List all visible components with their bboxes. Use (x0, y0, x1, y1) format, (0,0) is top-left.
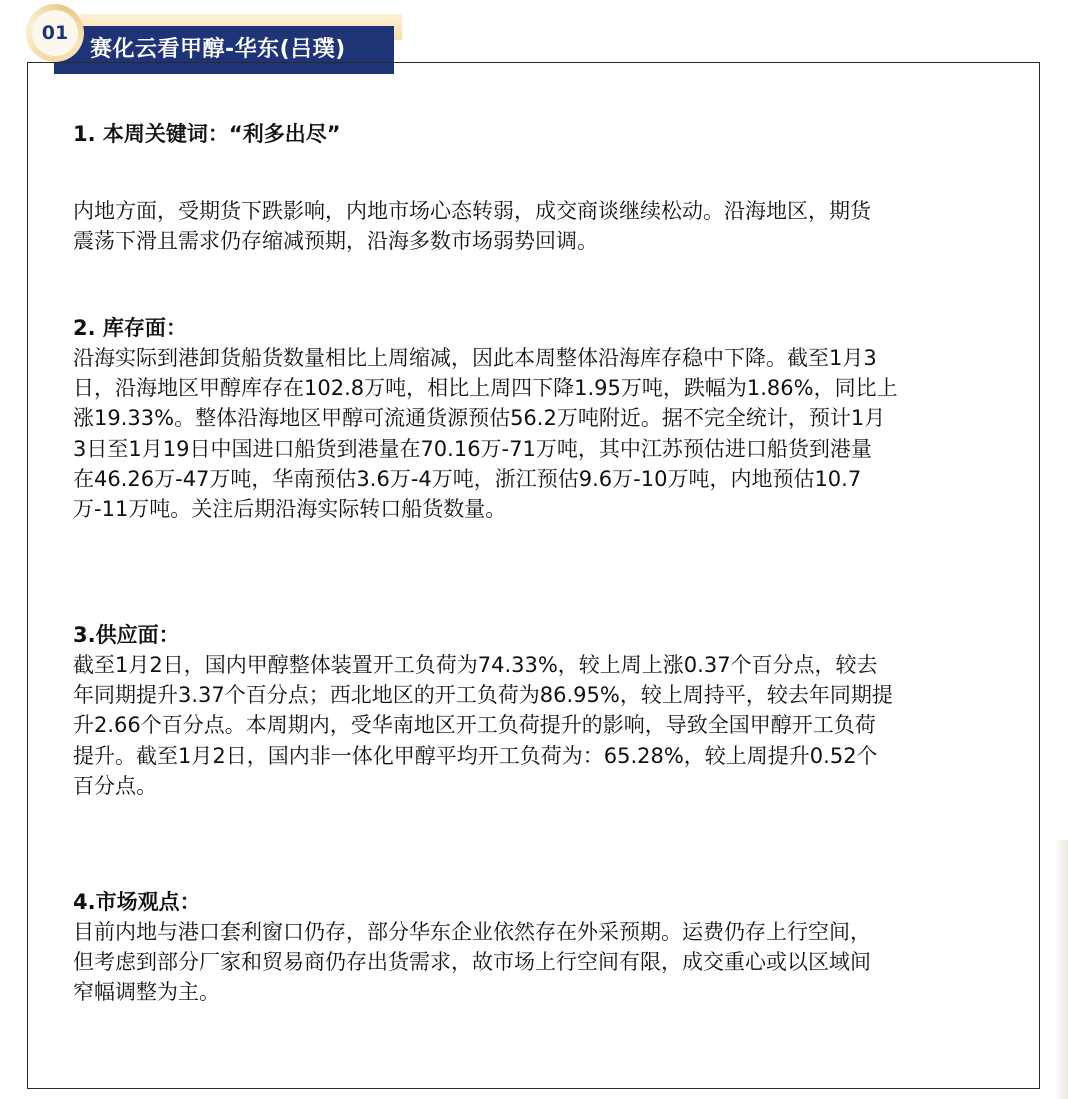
paragraph-line: 但考虑到部分厂家和贸易商仍存出货需求，故市场上行空间有限，成交重心或以区域间 (73, 950, 871, 975)
paragraph-line: 涨19.33%。整体沿海地区甲醇可流通货源预估56.2万吨附近。据不完全统计，预计1月 (73, 406, 886, 431)
paragraph-line: 沿海实际到港卸货船货数量相比上周缩减，因此本周整体沿海库存稳中下降。截至1月3 (73, 346, 877, 370)
paragraph-line: 3日至1月19日中国进口船货到港量在70.16万-71万吨，其中江苏预估进口船货到港量 (73, 436, 872, 461)
paragraph-line: 内地方面，受期货下跌影响，内地市场心态转弱，成交商谈继续松动。沿海地区，期货 (73, 199, 871, 223)
overview-paragraph (73, 196, 1013, 256)
section-keyword (73, 119, 1013, 149)
section-market-view (73, 887, 1013, 1008)
paragraph-line: 万-11万吨。关注后期沿海实际转口船货数量。 (73, 497, 507, 522)
section-title-supply: 3.供应面： (73, 623, 180, 647)
section-inventory (73, 313, 1013, 524)
section-title-market-view: 4.市场观点： (73, 890, 201, 914)
paragraph-line: 提升。截至1月2日，国内非一体化甲醇平均开工负荷为：65.28%，较上周提升0.52个 (73, 743, 878, 768)
section-supply (73, 620, 1013, 801)
inventory-paragraph (73, 343, 1013, 524)
market-view-paragraph (73, 917, 1013, 1008)
paragraph-line: 震荡下滑且需求仍存缩减预期，沿海多数市场弱势回调。 (73, 229, 598, 254)
right-edge-shadow (1054, 840, 1068, 1099)
supply-paragraph (73, 650, 1013, 801)
paragraph-line: 在46.26万-47万吨，华南预估3.6万-4万吨，浙江预估9.6万-10万吨，内地预估10.7 (73, 466, 862, 491)
paragraph-line: 升2.66个百分点。本周期内，受华南地区开工负荷提升的影响，导致全国甲醇开工负荷 (73, 713, 876, 738)
paragraph-line: 目前内地与港口套利窗口仍存，部分华东企业依然存在外采预期。运费仍存上行空间， (73, 920, 871, 944)
section-overview (73, 196, 1013, 256)
section-title-inventory: 2. 库存面： (73, 316, 187, 340)
paragraph-line: 年同期提升3.37个百分点；西北地区的开工负荷为86.95%，较上周持平，较去年同期提 (73, 683, 893, 708)
header-title: 赛化云看甲醇-华东(吕璞) (90, 37, 346, 62)
paragraph-line: 截至1月2日，国内甲醇整体装置开工负荷为74.33%，较上周上涨0.37个百分点，较去 (73, 653, 878, 677)
section-title-keyword: 1. 本周关键词：“利多出尽” (73, 122, 341, 146)
section-badge-number: 01 (32, 10, 78, 56)
paragraph-line: 百分点。 (73, 773, 157, 798)
paragraph-line: 日，沿海地区甲醇库存在102.8万吨，相比上周四下降1.95万吨，跌幅为1.86%，同比上 (73, 376, 898, 401)
paragraph-line: 窄幅调整为主。 (73, 980, 220, 1005)
